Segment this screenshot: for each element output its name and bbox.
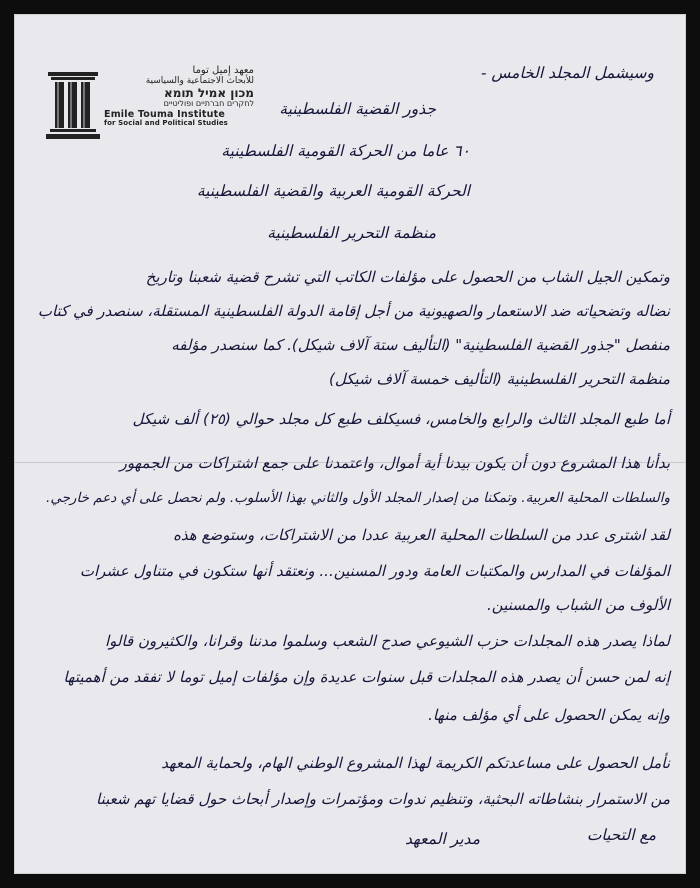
paragraph-line: وتمكين الجيل الشاب من الحصول على مؤلفات الكاتب التي تشرح قضية شعبنا وتاريخ <box>145 268 670 286</box>
paragraph-line: إنه لمن حسن أن يصدر هذه المجلدات قبل سنوات عديدة وإن مؤلفات إميل توما لا تفقد من أهميتها <box>63 668 670 686</box>
institute-arabic-name: معهد إميل توما <box>192 65 254 76</box>
paragraph-line: وإنه يمكن الحصول على أي مؤلف منها. <box>428 706 670 724</box>
paragraph-line: نضاله وتضحياته ضد الاستعمار والصهيونية من أجل إقامة الدولة الفلسطينية المستقلة، سنصدر في كتاب <box>37 302 670 320</box>
paragraph-line: بدأنا هذا المشروع دون أن يكون بيدنا أية أموال، واعتمدنا على جمع اشتراكات من الجمهور <box>119 454 670 472</box>
list-item: جذور القضية الفلسطينية <box>279 100 436 118</box>
paragraph-line: منظمة التحرير الفلسطينية (التأليف خمسة آلاف شيكل) <box>328 370 670 388</box>
institute-english-name: Emile Touma Institute <box>104 108 226 120</box>
paragraph-line: الألوف من الشباب والمسنين. <box>487 596 670 614</box>
institute-english-subtitle: for Social and Political Studies <box>104 118 228 127</box>
paragraph-line: المؤلفات في المدارس والمكتبات العامة ودور المسنين... ونعتقد أنها ستكون في متناول عشرات <box>79 562 670 580</box>
list-item: الحركة القومية العربية والقضية الفلسطينية <box>196 182 470 200</box>
letterhead-text <box>104 66 254 127</box>
paragraph-line: أما طبع المجلد الثالث والرابع والخامس، فسيكلف طبع كل مجلد حوالي (٢٥) ألف شيكل <box>132 410 670 428</box>
list-item: ٦٠ عاما من الحركة القومية الفلسطينية <box>221 142 470 160</box>
institute-arabic-subtitle: للأبحاث الاجتماعية والسياسية <box>145 75 254 86</box>
paragraph-line: والسلطات المحلية العربية. وتمكنا من إصدار المجلد الأول والثاني بهذا الأسلوب. ولم نحصل على أي دعم خارجي. <box>46 490 670 506</box>
paragraph-line: منفصل "جذور القضية الفلسطينية" (التأليف ستة آلاف شيكل). كما سنصدر مؤلفه <box>171 336 670 354</box>
list-item: منظمة التحرير الفلسطينية <box>267 224 436 242</box>
list-intro: وسيشمل المجلد الخامس - <box>480 64 654 82</box>
signature: مدير المعهد <box>405 830 480 848</box>
institute-hebrew-subtitle: לחקרים חברתיים ופוליטיים <box>163 98 254 108</box>
paragraph-line: لماذا يصدر هذه المجلدات حزب الشيوعي صدح الشعب وسلموا مدننا وقرانا، والكثيرون قالوا <box>104 632 670 650</box>
closing-greeting: مع التحيات <box>586 826 656 844</box>
letterhead <box>44 64 254 149</box>
paragraph-line: من الاستمرار بنشاطاته البحثية، وتنظيم ندوات ومؤتمرات وإصدار أبحاث حول قضايا تهم شعبنا <box>96 790 670 808</box>
paragraph-line: لقد اشترى عدد من السلطات المحلية العربية عددا من الاشتراكات، وستوضع هذه <box>173 526 670 544</box>
columns-logo-icon <box>44 70 102 142</box>
institute-hebrew-name: מכון אמיל תומא <box>163 85 254 100</box>
paragraph-line: نأمل الحصول على مساعدتكم الكريمة لهذا المشروع الوطني الهام، ولحماية المعهد <box>161 754 670 772</box>
letter-page <box>14 14 686 874</box>
